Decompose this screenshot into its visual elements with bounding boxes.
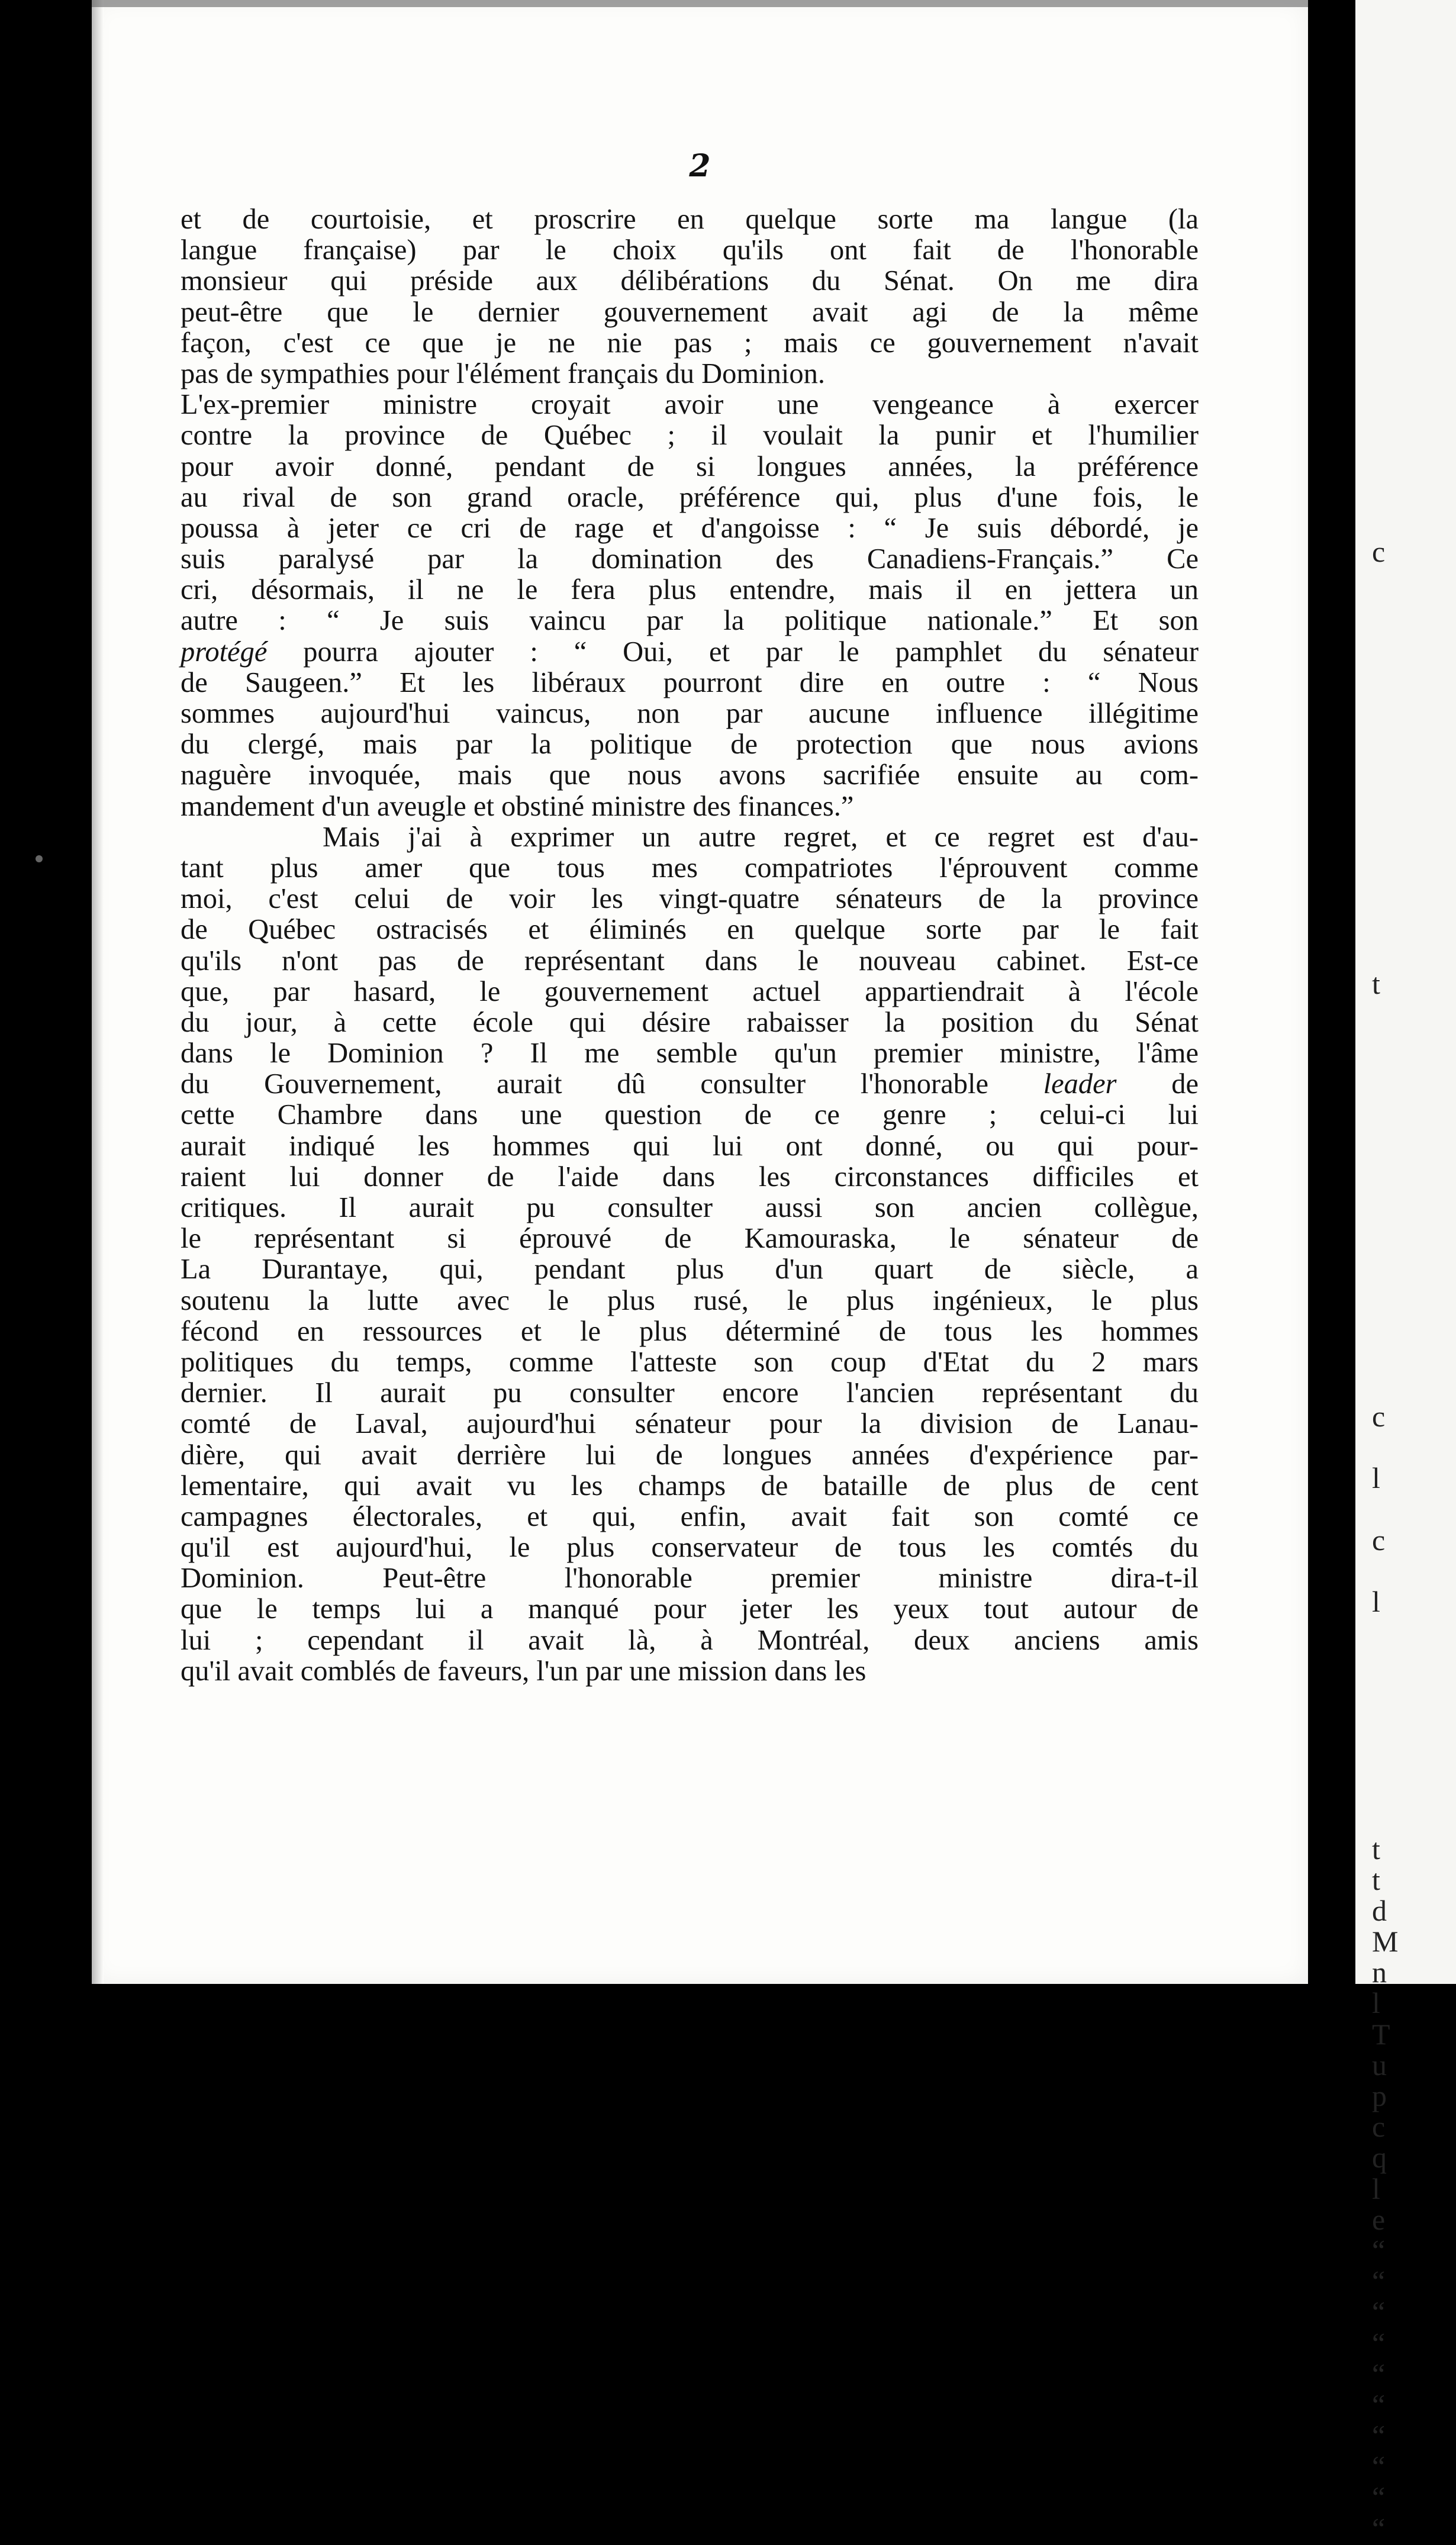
text-line: langue française) par le choix qu'ils ont fait de l'honorable	[181, 234, 1199, 266]
text-line: campagnes électorales, et qui, enfin, avait fait son comté ce	[181, 1500, 1199, 1532]
adjacent-page-fragment	[1372, 814, 1455, 845]
adjacent-page-fragment: “	[1372, 2357, 1386, 2391]
text-line: qu'ils n'ont pas de représentant dans le nouveau cabinet. Est-ce	[181, 945, 1199, 977]
text-line: contre la province de Québec ; il voulait la punir et l'humilier	[181, 420, 1199, 452]
text-line: dans le Dominion ? Il me semble qu'un premier ministre, l'âme	[181, 1038, 1199, 1069]
adjacent-page-fragment	[1372, 721, 1455, 752]
adjacent-page-fragment	[1372, 938, 1455, 968]
text-line: politiques du temps, comme l'atteste son coup d'Etat du 2 mars	[181, 1346, 1199, 1378]
adjacent-page-fragment	[1372, 845, 1455, 876]
text-line: moi, c'est celui de voir les vingt-quatre sénateurs de la province	[181, 883, 1199, 915]
page-left-edge	[92, 0, 104, 1984]
adjacent-page-fragment: “	[1372, 2419, 1386, 2453]
text-line: aurait indiqué les hommes qui lui ont donné, ou qui pour-	[181, 1130, 1199, 1162]
adjacent-page-fragment: t	[1372, 967, 1380, 1001]
adjacent-page-fragment	[1372, 104, 1455, 134]
text-segment: de	[1116, 1068, 1199, 1100]
book-gutter	[1308, 0, 1355, 1984]
adjacent-page-fragment: l	[1372, 1585, 1380, 1618]
text-line: lementaire, qui avait vu les champs de bataille de plus de cent	[181, 1470, 1199, 1502]
italic-word: protégé	[181, 636, 268, 668]
text-line: qu'il est aujourd'hui, le plus conservateur de tous les comtés du	[181, 1532, 1199, 1564]
adjacent-page-fragment: c	[1372, 534, 1386, 568]
adjacent-page-fragment	[1372, 1432, 1455, 1462]
adjacent-page-fragment: d	[1372, 1893, 1387, 1927]
adjacent-page-fragment: “	[1372, 2511, 1386, 2545]
adjacent-page-fragment	[1372, 289, 1455, 320]
adjacent-page-fragment	[1372, 1555, 1455, 1586]
adjacent-page-fragment	[1372, 165, 1455, 196]
text-line: La Durantaye, qui, pendant plus d'un quart de siècle, a	[181, 1254, 1199, 1286]
adjacent-page-fragment	[1372, 1617, 1455, 1648]
text-line: dière, qui avait derrière lui de longues années d'expérience par-	[181, 1439, 1199, 1471]
adjacent-page-fragment	[1372, 474, 1455, 505]
adjacent-page-fragment: l	[1372, 1986, 1380, 2020]
adjacent-page-fragment: l	[1372, 2172, 1380, 2205]
adjacent-page-fragment: “	[1372, 2450, 1386, 2483]
adjacent-page-fragment: “	[1372, 2480, 1386, 2514]
text-line	[181, 1069, 1199, 1100]
adjacent-page-fragment: p	[1372, 2079, 1387, 2112]
adjacent-page-fragment	[1372, 1277, 1455, 1308]
text-line: au rival de son grand oracle, préférence qui, plus d'une fois, le	[181, 481, 1199, 513]
adjacent-page-fragment	[1372, 1648, 1455, 1679]
adjacent-page-fragment	[1372, 629, 1455, 659]
adjacent-page-fragment	[1372, 659, 1455, 690]
adjacent-page-fragment	[1372, 1741, 1455, 1771]
adjacent-page-fragment: c	[1372, 1523, 1386, 1557]
adjacent-page-fragment	[1372, 783, 1455, 814]
adjacent-page-fragment: l	[1372, 1461, 1380, 1495]
text-line: que le temps lui a manqué pour jeter les yeux tout autour de	[181, 1593, 1199, 1625]
text-line: qu'il avait comblés de faveurs, l'un par une mission dans les	[181, 1655, 866, 1687]
text-line: que, par hasard, le gouvernement actuel appartiendrait à l'école	[181, 975, 1199, 1007]
adjacent-page-fragment	[1372, 1370, 1455, 1401]
text-line: sommes aujourd'hui vaincus, non par aucune influence illégitime	[181, 698, 1199, 729]
text-line: façon, c'est ce que je ne nie pas ; mais ce gouvernement n'avait	[181, 327, 1199, 359]
adjacent-page-fragment	[1372, 907, 1455, 938]
adjacent-page-fragment: c	[1372, 1399, 1386, 1433]
adjacent-page-fragment	[1372, 196, 1455, 227]
adjacent-page-fragment: “	[1372, 2326, 1386, 2360]
adjacent-page-fragment	[1372, 1092, 1455, 1123]
text-segment: pourra ajouter : “ Oui, et par le pamphlet du sénateur	[267, 636, 1199, 668]
adjacent-page-fragment: T	[1372, 2017, 1390, 2051]
adjacent-page-fragment	[1372, 752, 1455, 783]
text-line: fécond en ressources et le plus déterminé de tous les hommes	[181, 1315, 1199, 1347]
text-line: lui ; cependant il avait là, à Montréal, deux anciens amis	[181, 1624, 1199, 1656]
adjacent-page-fragment	[1372, 999, 1455, 1030]
adjacent-page-fragment	[1372, 1802, 1455, 1833]
adjacent-page-fragment: n	[1372, 1956, 1387, 1989]
text-line: soutenu la lutte avec le plus rusé, le plus ingénieux, le plus	[181, 1284, 1199, 1316]
text-line: le représentant si éprouvé de Kamouraska, le sénateur de	[181, 1223, 1199, 1255]
adjacent-page-fragment	[1372, 1308, 1455, 1339]
adjacent-page-fragment	[1372, 1493, 1455, 1524]
text-line: cri, désormais, il ne le fera plus entendre, mais il en jettera un	[181, 574, 1199, 606]
text-line: raient lui donner de l'aide dans les circonstances difficiles et	[181, 1161, 1199, 1193]
text-line: pour avoir donné, pendant de si longues années, la préférence	[181, 450, 1199, 482]
adjacent-page-fragment	[1372, 1339, 1455, 1370]
adjacent-page-fragment	[1372, 876, 1455, 907]
adjacent-page-fragment: t	[1372, 1863, 1380, 1896]
text-segment: du Gouvernement, aurait dû consulter l'honorable	[181, 1068, 1043, 1100]
text-line: pas de sympathies pour l'élément français du Dominion.	[181, 357, 825, 389]
text-line: tant plus amer que tous mes compatriotes l'éprouvent comme	[181, 852, 1199, 884]
text-line: comté de Laval, aujourd'hui sénateur pour la division de Lanau-	[181, 1408, 1199, 1440]
text-line: mandement d'un aveugle et obstiné ministre des finances.”	[181, 790, 854, 822]
text-line: naguère invoquée, mais que nous avons sacrifiée ensuite au com-	[181, 759, 1199, 791]
page-number: 2	[689, 148, 711, 184]
adjacent-page-fragment: “	[1372, 2388, 1386, 2421]
adjacent-page-fragment: “	[1372, 2233, 1386, 2267]
text-line: dernier. Il aurait pu consulter encore l'ancien représentant du	[181, 1377, 1199, 1409]
adjacent-page-fragment	[1372, 598, 1455, 629]
margin-speck	[36, 855, 43, 862]
adjacent-page-fragment	[1372, 1246, 1455, 1277]
italic-word: leader	[1043, 1068, 1117, 1100]
text-line: de Saugeen.” Et les libéraux pourront dire en outre : “ Nous	[181, 666, 1199, 698]
text-line: de Québec ostracisés et éliminés en quelque sorte par le fait	[181, 914, 1199, 946]
text-line: cette Chambre dans une question de ce genre ; celui-ci lui	[181, 1099, 1199, 1131]
adjacent-page-text	[1372, 104, 1455, 2544]
adjacent-page-fragment	[1372, 505, 1455, 536]
adjacent-page-fragment	[1372, 1061, 1455, 1092]
adjacent-page-fragment	[1372, 413, 1455, 443]
text-line: critiques. Il aurait pu consulter aussi son ancien collègue,	[181, 1192, 1199, 1223]
text-line: L'ex-premier ministre croyait avoir une vengeance à exercer	[181, 389, 1199, 421]
adjacent-page-fragment	[1372, 1679, 1455, 1710]
adjacent-page-fragment	[1372, 1710, 1455, 1741]
body-text	[181, 204, 1199, 1687]
adjacent-page-fragment	[1372, 567, 1455, 598]
text-line: du clergé, mais par la politique de protection que nous avions	[181, 729, 1199, 761]
text-line: et de courtoisie, et proscrire en quelque sorte ma langue (la	[181, 204, 1199, 235]
text-line: autre : “ Je suis vaincu par la politique nationale.” Et son	[181, 605, 1199, 637]
adjacent-page-fragment	[1372, 1771, 1455, 1802]
adjacent-page-fragment: u	[1372, 2048, 1387, 2082]
adjacent-page-fragment	[1372, 1216, 1455, 1246]
adjacent-page-fragment	[1372, 134, 1455, 165]
text-line: Dominion. Peut-être l'honorable premier ministre dira-t-il	[181, 1563, 1199, 1594]
adjacent-page-fragment	[1372, 351, 1455, 382]
adjacent-page-fragment	[1372, 320, 1455, 350]
page-top-border	[92, 0, 1308, 7]
adjacent-page-fragment: c	[1372, 2110, 1386, 2144]
adjacent-page-fragment	[1372, 382, 1455, 413]
adjacent-page-fragment: “	[1372, 2264, 1386, 2298]
adjacent-page-fragment: “	[1372, 2295, 1386, 2329]
adjacent-page-fragment	[1372, 691, 1455, 721]
text-line: monsieur qui préside aux délibérations du Sénat. On me dira	[181, 265, 1199, 297]
text-line: peut-être que le dernier gouvernement avait agi de la même	[181, 296, 1199, 328]
adjacent-page-fragment	[1372, 227, 1455, 258]
adjacent-page-fragment	[1372, 258, 1455, 289]
adjacent-page-fragment	[1372, 443, 1455, 474]
text-line: suis paralysé par la domination des Canadiens-Français.” Ce	[181, 543, 1199, 575]
adjacent-page-fragment: M	[1372, 1925, 1399, 1958]
adjacent-page-fragment: t	[1372, 1832, 1380, 1866]
text-line: Mais j'ai à exprimer un autre regret, et ce regret est d'au-	[323, 821, 1199, 853]
text-line: poussa à jeter ce cri de rage et d'angoisse : “ Je suis débordé, je	[181, 512, 1199, 544]
text-line: du jour, à cette école qui désire rabaisser la position du Sénat	[181, 1006, 1199, 1038]
adjacent-page-fragment	[1372, 1154, 1455, 1184]
adjacent-page-fragment	[1372, 1123, 1455, 1154]
adjacent-page-fragment	[1372, 1185, 1455, 1216]
text-line	[181, 637, 1199, 668]
adjacent-page-fragment: e	[1372, 2202, 1386, 2236]
adjacent-page-fragment: q	[1372, 2141, 1387, 2174]
adjacent-page-fragment	[1372, 1030, 1455, 1061]
